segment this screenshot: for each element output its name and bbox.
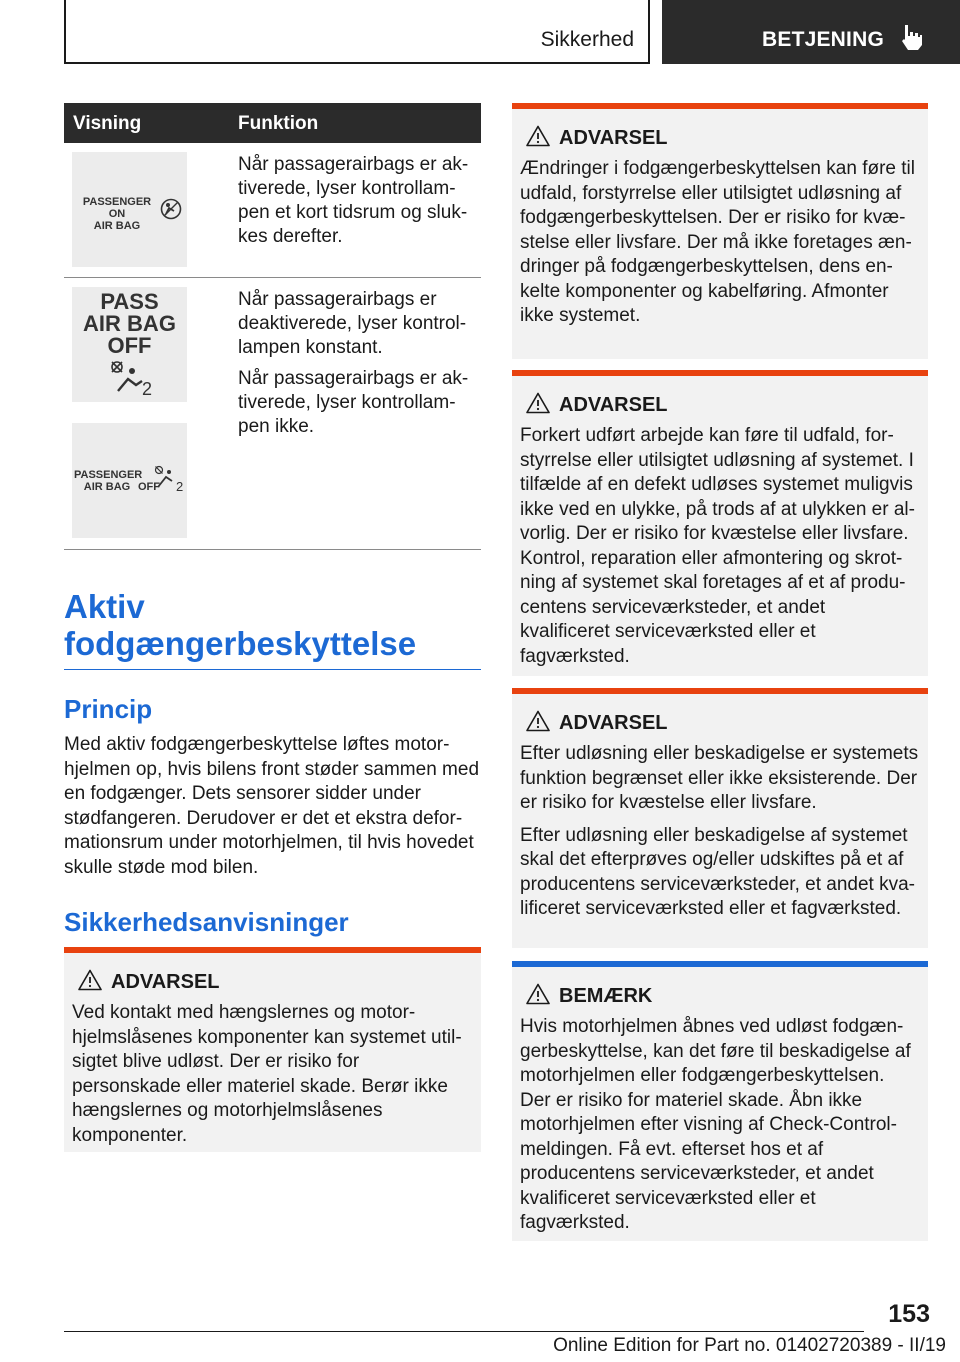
- indicator-label: AIR BAG: [93, 220, 141, 232]
- safety-heading: Sikkerhedsanvisninger: [64, 907, 349, 937]
- warning-triangle-icon: [526, 392, 550, 414]
- pointing-hand-icon: [898, 22, 924, 52]
- warning-box: [512, 103, 928, 359]
- warning-paragraph: Efter udløsning eller beskadigelse af systemet skal det efterprøves og/eller udskiftes på et af producentens serviceværksteder, et andet kvalificeret serviceværksted eller et fagværksted.: [520, 824, 915, 919]
- header-chapter-tab: [662, 0, 960, 64]
- function-text: Når passagerairbags er aktiverede, lyser kontrollampen et kort tidsrum og slukkes derefter.: [238, 154, 469, 247]
- main-heading: Aktiv fodgængerbeskyttelse: [64, 588, 481, 670]
- indicator-label: PASS: [100, 289, 159, 314]
- warning-paragraph: Ændringer i fodgængerbeskyttelsen kan føre til udfald, forstyrrelse eller utilsigtet udløsning af fodgængerbeskyttelsen. Der er risiko for kvæstelse eller livsfare. Der må ikke foretages ændringer på fodgængerbeskyttelsen, dens enkelte komponenter og kabelføring. Afmonter ikke systemet.: [520, 158, 915, 326]
- chapter-title: BETJENING: [762, 28, 884, 51]
- warning-box: [512, 370, 928, 676]
- page-number: 153: [888, 1300, 930, 1328]
- indicator-label: PASSENGER ON: [82, 196, 152, 220]
- warning-text: [520, 424, 920, 669]
- warning-title: [520, 123, 920, 153]
- indicator-table: [64, 103, 481, 550]
- seat-number: 2: [176, 479, 184, 494]
- column-header-function: Funktion: [238, 113, 319, 134]
- function-text: Når passagerairbags er aktiverede, lyser kontrollampen ikke.: [238, 368, 469, 437]
- warning-title-text: ADVARSEL: [559, 712, 668, 734]
- header-section-tab: [64, 0, 650, 64]
- indicator-passenger-airbag-on: [72, 152, 187, 267]
- warning-text: [520, 742, 920, 922]
- section-title: Sikkerhed: [540, 28, 634, 51]
- warning-triangle-icon: [78, 969, 102, 991]
- function-text: Når passagerairbags er deaktiverede, lyser kontrollampen konstant.: [238, 289, 467, 358]
- warning-triangle-icon: [526, 983, 550, 1005]
- function-description: [238, 153, 478, 249]
- table-row: [64, 143, 481, 278]
- indicator-pass-airbag-off: [72, 287, 187, 402]
- indicator-label: OFF: [107, 333, 152, 358]
- warning-text: [72, 1001, 473, 1148]
- indicator-label: AIR BAG: [83, 481, 131, 493]
- warning-title: [520, 708, 920, 738]
- principle-text: Med aktiv fodgængerbeskyttelse løftes motorhjelmen op, hvis bilens front støder sammen med en fodgænger. Dets sensorer sidder under stødfangeren. Derudover er det et ekstra deformationsrum under motorhjelmen, til hvis hovedet skulle støde mod bilen.: [64, 734, 480, 878]
- footer-edition: Online Edition for Part no. 01402720389 - II/19: [553, 1335, 946, 1356]
- note-box: [512, 961, 928, 1241]
- warning-text: [520, 157, 920, 329]
- airbag-off-seat-icon: [154, 465, 178, 491]
- principle-heading: Princip: [64, 694, 153, 724]
- indicator-label: AIR BAG: [83, 311, 176, 336]
- function-description: [238, 288, 478, 439]
- note-text: [520, 1015, 920, 1236]
- warning-title-text: ADVARSEL: [559, 127, 668, 149]
- warning-box: [512, 688, 928, 948]
- warning-triangle-icon: [526, 125, 550, 147]
- column-header-display: Visning: [73, 113, 142, 134]
- note-title: [520, 981, 920, 1011]
- footer-divider: [64, 1331, 864, 1332]
- indicator-label: PASSENGER: [74, 469, 143, 481]
- warning-title-text: ADVARSEL: [559, 394, 668, 416]
- warning-paragraph: Ved kontakt med hængslernes og motorhjelmslåsenes komponenter kan systemet utilsigtet blive udløst. Der er risiko for personskade eller materiel skade. Berør ikke hængslernes og motorhjelmslåsenes komponenter.: [72, 1002, 462, 1146]
- indicator-passenger-airbag-off: [72, 423, 187, 538]
- warning-paragraph: Forkert udført arbejde kan føre til udfald, forstyrrelse eller utilsigtet udløsning af systemet. I tilfælde af en defekt udløses systemet muligvis ikke ved en ulykke, på trods af at ulykken er alvorlig. Der er risiko for kvæstelse eller livsfare. Kontrol, reparation eller afmontering og skrotning af systemet skal foretages af et af producentens serviceværksteder, et andet kvalificeret serviceværksted eller et fagværksted.: [520, 425, 915, 667]
- warning-paragraph: Efter udløsning eller beskadigelse er systemets funktion begrænset eller ikke eksisterende. Der er risiko for kvæstelse eller livsfare.: [520, 743, 919, 813]
- warning-triangle-icon: [526, 710, 550, 732]
- table-row: [64, 278, 481, 550]
- note-paragraph: Hvis motorhjelmen åbnes ved udløst fodgængerbeskyttelse, kan det føre til beskadigelse af motorhjelmen eller fodgængerbeskyttelsen. Der er risiko for materiel skade. Åbn ikke motorhjelmen efter visning af Check-Control-meldingen. Få evt. efterset hos et af producentens serviceværksteder, et andet kvalificeret serviceværksted eller et fagværksted.: [520, 1016, 911, 1233]
- warning-title-text: ADVARSEL: [111, 971, 220, 993]
- seat-number: 2: [142, 379, 153, 399]
- indicator-label: OFF: [138, 481, 160, 493]
- table-header: [64, 103, 481, 143]
- warning-title: [72, 967, 473, 997]
- airbag-seat-icon: [160, 198, 182, 220]
- note-title-text: BEMÆRK: [559, 985, 653, 1007]
- warning-title: [520, 390, 920, 420]
- warning-box: [64, 947, 481, 1152]
